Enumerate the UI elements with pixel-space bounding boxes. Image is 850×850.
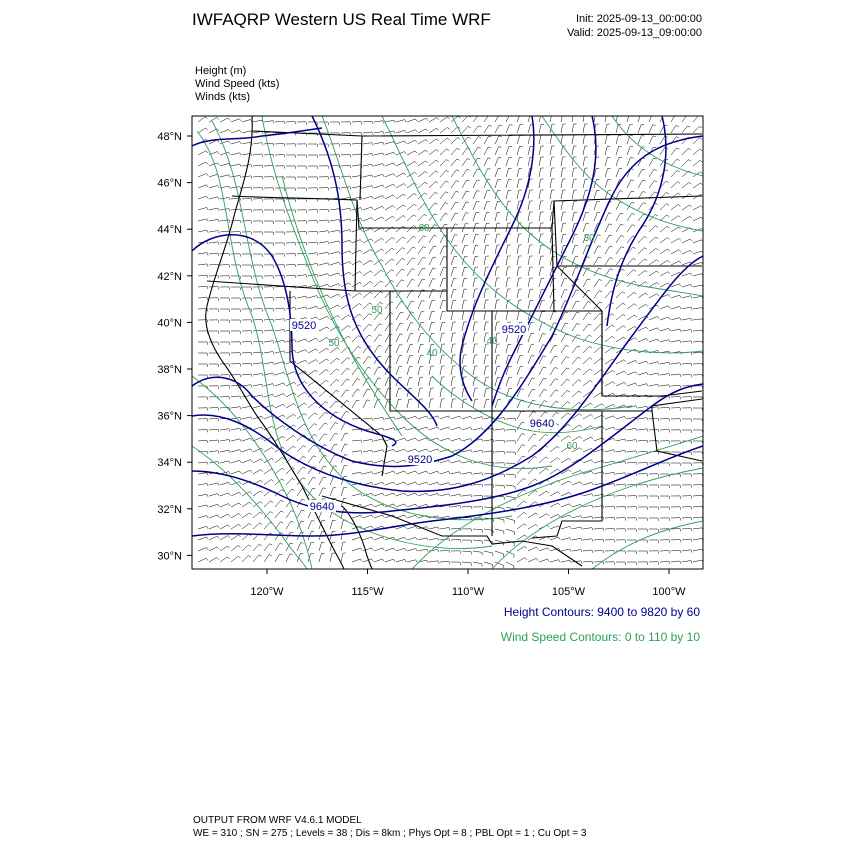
latitude-axis — [157, 131, 192, 562]
field-label-height: Height (m) — [195, 65, 247, 77]
model-output-line: OUTPUT FROM WRF V4.6.1 MODEL — [193, 815, 362, 826]
plot-title: IWFAQRP Western US Real Time WRF — [192, 10, 491, 29]
height-contour-label: 9640 — [309, 501, 335, 513]
lat-tick-label: 42°N — [157, 270, 182, 283]
wind-speed-contour-label: 50 — [371, 305, 383, 316]
wind-speed-contour-note: Wind Speed Contours: 0 to 110 by 10 — [500, 630, 700, 644]
lat-tick-label: 32°N — [157, 503, 182, 516]
height-contour-note: Height Contours: 9400 to 9820 by 60 — [503, 605, 700, 619]
lon-tick-label: 110°W — [451, 586, 485, 598]
wind-speed-contour-label: 40 — [426, 348, 438, 359]
wind-speed-contour-label: 60 — [418, 223, 430, 234]
model-config-line: WE = 310 ; SN = 275 ; Levels = 38 ; Dis = 8km ; Phys Opt = 8 ; PBL Opt = 1 ; Cu Opt = 3 — [193, 828, 587, 839]
lat-tick-label: 44°N — [157, 224, 182, 237]
wind-speed-contour-label: 50 — [328, 338, 340, 349]
field-label-wind-speed: Wind Speed (kts) — [195, 78, 280, 90]
wind-speed-contour-label: 30 — [583, 233, 595, 244]
height-contour-label: 9520 — [291, 320, 317, 332]
lat-tick-label: 48°N — [157, 131, 182, 143]
lat-tick-label: 38°N — [157, 364, 182, 376]
height-contour-label: 9520 — [407, 454, 433, 466]
weather-map — [157, 116, 703, 598]
init-time: Init: 2025-09-13_00:00:00 — [576, 13, 702, 25]
valid-time: Valid: 2025-09-13_09:00:00 — [567, 27, 702, 39]
wind-speed-contour-label: 60 — [566, 441, 578, 452]
lon-tick-label: 120°W — [250, 586, 284, 598]
lat-tick-label: 40°N — [157, 317, 182, 330]
lat-tick-label: 36°N — [157, 410, 182, 423]
height-contour-label: 9520 — [501, 324, 527, 336]
lat-tick-label: 34°N — [157, 457, 182, 470]
lat-tick-label: 46°N — [157, 177, 182, 190]
longitude-axis — [250, 569, 686, 598]
wind-speed-contour-label: 40 — [486, 336, 498, 347]
lon-tick-label: 100°W — [652, 586, 686, 598]
lon-tick-label: 115°W — [351, 586, 384, 598]
field-label-winds: Winds (kts) — [195, 91, 250, 103]
height-contour-label: 9640 — [529, 418, 555, 430]
lon-tick-label: 105°W — [551, 586, 586, 598]
lat-tick-label: 30°N — [157, 550, 182, 563]
